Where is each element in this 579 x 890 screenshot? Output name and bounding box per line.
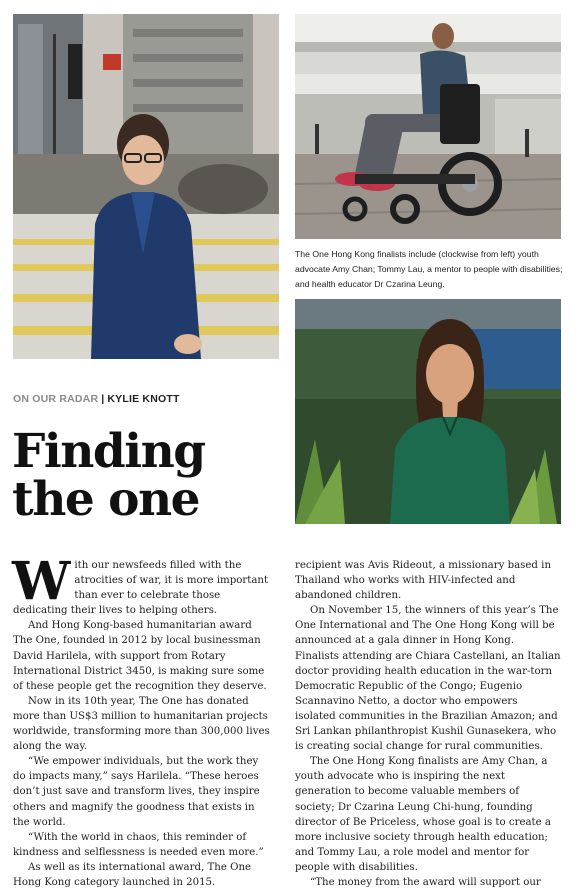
article-paragraph: As well as its international award, The One Hong Kong category launched in 2015. [13, 861, 252, 888]
article-paragraph: And Hong Kong-based humanitarian award The One, founded in 2012 by local businessman David Harilela, with support from Rotary International District 3450, is making sure some of these people get the recognition they deserve. [13, 620, 267, 692]
article-paragraph: “The money from the award will support our [310, 876, 541, 888]
article-paragraph [12, 551, 271, 618]
drop-cap: W [12, 551, 71, 612]
article-paragraph: The One Hong Kong finalists are Amy Chan, a youth advocate who is inspiring the next generation to become valuable members of society; Dr Czarina Leung Chi-hung, founding director of Be Priceless, whose goal is to create a more inclusive society through health education; and Tommy Lau, a role model and mentor for people with disabilities. [295, 756, 551, 873]
photo-amy-chan [13, 14, 279, 359]
article-paragraph: recipient was Avis Rideout, a missionary based in Thailand who works with HIV-infected and abandoned children. [295, 560, 552, 602]
article-paragraph: Now in its 10th year, The One has donated more than US$3 million to humanitarian projects worldwide, transforming more than 300,000 lives along the way. [13, 695, 270, 753]
photo-caption: The One Hong Kong finalists include (clockwise from left) youth advocate Amy Chan; Tommy Lau, a mentor to people with disabilities; and health educator Dr Czarina Leung. [295, 249, 563, 289]
photo-tommy-lau [295, 14, 561, 239]
article-column-right [295, 558, 561, 890]
kicker [13, 393, 180, 405]
article-paragraph: “We empower individuals, but the work they do impacts many,” says Harilela. “These heroes don’t just save and transform lives, they inspire others and magnify the goodness that exists in the world. [13, 756, 260, 828]
article-column-left [12, 551, 271, 890]
section-label: ON OUR RADAR [13, 393, 99, 405]
byline: KYLIE KNOTT [107, 393, 180, 405]
photo-czarina-leung [295, 299, 561, 524]
article-paragraph: On November 15, the winners of this year’s The One International and The One Hong Kong will be announced at a gala dinner in Hong Kong. Finalists attending are Chiara Castellani, an Italian doctor providing health education in the war-torn Democratic Republic of the Congo; Eugenio Scannavino Netto, a doctor who empowers isolated communities in the Brazilian Amazon; and Sri Lankan philanthropist Kushil Gunasekera, who is creating social change for rural communities. [295, 605, 561, 753]
headline-line-1: Finding [12, 424, 205, 479]
kicker-separator: | [101, 393, 105, 405]
headline [12, 424, 205, 527]
article-paragraph: “With the world in chaos, this reminder of kindness and selflessness is needed even more.” [13, 831, 264, 858]
headline-line-2: the one [12, 472, 200, 527]
paragraph-text: ith our newsfeeds filled with the atrocities of war, it is more important than ever to celebrate those dedicating their lives to helping others. [13, 560, 269, 617]
